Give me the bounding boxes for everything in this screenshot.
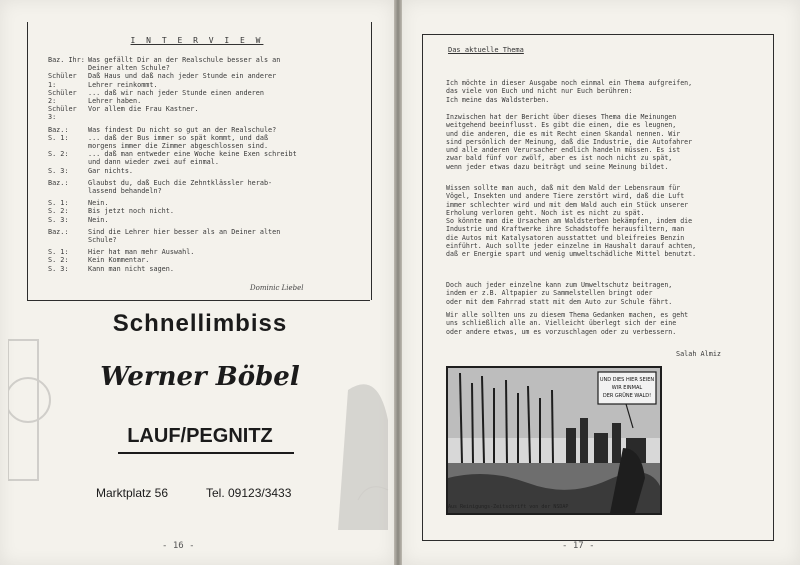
speaker: Baz.: — [48, 227, 69, 236]
dialog-line — [48, 89, 358, 105]
utterance: Vor allem die Frau Kastner. — [88, 105, 199, 114]
dialog-line — [48, 216, 358, 224]
speaker: Schüler 1: — [48, 72, 77, 89]
dialog-line — [48, 56, 358, 72]
utterance: Kein Kommentar. — [88, 256, 150, 265]
article-author: Salah Almiz — [676, 350, 722, 358]
article-paragraph: Wissen sollte man auch, daß mit dem Wald der Lebensraum für Vögel, Insekten und andere Tiere zerstört wird, daß die Luft immer schlechter wird und mit dem Wald auch ein Stück unserer Erholung verloren geht. Noch ist es nicht zu spät. So könnte man die Ursachen am Waldsterben bekämpfen, indem die Industrie und Kraftwerke ihre Schadstoffe herausfiltern, man die Autos mit Katalysatoren ausstattet und bleifreies Benzin einführt. Auch sollte jeder einzelne im Haushalt darauf achten, daß er Energie spart und wenig umweltschädliche Mittel benutzt. — [446, 184, 697, 259]
utterance: ... daß der Bus immer so spät kommt, und daß morgens immer die Zimmer abgeschlossen sind. — [88, 133, 269, 151]
dialog-line — [48, 72, 358, 88]
cartoon-speech-line-3: DER GRÜNE WALD! — [602, 393, 652, 399]
cartoon-caption: Aus Reinigungs-Zeitschrift von der NSDAP — [448, 504, 569, 510]
speaker: S. 3: — [48, 166, 69, 175]
dialog-line — [48, 265, 358, 273]
dialog-line — [48, 179, 358, 195]
article-title: Das aktuelle Thema — [448, 46, 524, 54]
speaker: S. 2: — [48, 256, 69, 265]
interview-title: I N T E R V I E W — [130, 36, 264, 45]
ad-city-underline — [118, 452, 294, 454]
utterance: Daß Haus und daß nach jeder Stunde ein anderer Lehrer reinkommt. — [88, 72, 277, 89]
speaker: S. 1: — [48, 199, 69, 208]
utterance: Glaubst du, daß Euch die Zehntklässler herab- lassend behandeln? — [88, 178, 273, 196]
article-paragraph: Ich möchte in dieser Ausgabe noch einmal ein Thema aufgreifen, das viele von Euch und nicht nur Euch berühren: Ich meine das Waldsterben. — [446, 79, 693, 104]
page-number-left: - 16 - — [162, 541, 195, 551]
dialog-line — [48, 126, 358, 134]
ad-owner-name: Werner Böbel — [100, 362, 300, 392]
speaker: S. 1: — [48, 133, 69, 142]
utterance: Was gefällt Dir an der Realschule besser als an Deiner alten Schule? — [88, 56, 281, 73]
advertisement — [40, 300, 360, 540]
cartoon-speech-line-1: UND DIES HIER SEIEN — [599, 377, 655, 383]
speaker: Schüler 2: — [48, 88, 77, 106]
cartoon-speech-line-2: WIR EINMAL — [611, 385, 643, 391]
ad-address: Marktplatz 56 — [96, 486, 169, 500]
article-paragraph: Inzwischen hat der Bericht über dieses Thema die Meinungen weitgehend beeinflusst. Es gibt die einen, die es leugnen, und die anderen, die es mit Recht einen Skandal nennen. Wir sind persönlich der Meinung, daß die Industrie, die Autofahrer und alle anderen Verursacher endlich handeln müssen. Es ist zwar bald fünf vor zwölf, aber es ist noch nicht zu spät, wenn jeder etwas dazu beiträgt und seine Meinung bildet. — [446, 113, 693, 171]
speaker: S. 1: — [48, 248, 69, 257]
dialog-line — [48, 256, 358, 264]
utterance: Nein. — [88, 199, 109, 208]
ad-phone: Tel. 09123/3433 — [206, 486, 292, 500]
forest-cartoon — [446, 366, 662, 515]
utterance: ... daß wir nach jeder Stunde einen anderen Lehrer haben. — [88, 88, 264, 106]
forest-cartoon-drawing — [448, 368, 660, 513]
dialog-line — [48, 248, 358, 256]
article-paragraph: Doch auch jeder einzelne kann zum Umweltschutz beitragen, indem er z.B. Altpapier zu Sammelstellen bringt oder oder mit dem Fahrrad statt mit dem Auto zur Schule fährt. — [446, 281, 673, 306]
speaker: S. 2: — [48, 207, 69, 216]
page-number-right: - 17 - — [562, 541, 595, 551]
dialog-line — [48, 150, 358, 166]
dialog-line — [48, 105, 358, 121]
utterance: Sind die Lehrer hier besser als an Deiner alten Schule? — [88, 227, 281, 245]
speaker: S. 3: — [48, 215, 69, 224]
speaker: Baz. Ihr: — [48, 56, 85, 64]
utterance: Gar nichts. — [88, 166, 134, 175]
dialog-line — [48, 167, 358, 175]
utterance: Hier hat man mehr Auswahl. — [88, 248, 195, 257]
utterance: Bis jetzt noch nicht. — [88, 207, 174, 216]
interview-signature: Dominic Liebel — [250, 284, 304, 292]
utterance: Nein. — [88, 215, 109, 224]
interview-dialog — [48, 56, 358, 273]
dialog-line — [48, 228, 358, 244]
utterance: Kann man nicht sagen. — [88, 264, 174, 273]
speaker: S. 2: — [48, 150, 69, 159]
book-gutter — [394, 0, 402, 565]
dialog-line — [48, 134, 358, 150]
utterance: ... daß man entweder eine Woche keine Exen schreibt und dann wieder zwei auf einmal. — [88, 150, 297, 167]
speaker: Baz.: — [48, 178, 69, 187]
ad-city: LAUF/PEGNITZ — [127, 425, 273, 447]
article-paragraph: Wir alle sollten uns zu diesem Thema Gedanken machen, es geht uns schließlich alle an. Vielleicht überlegt sich der eine oder andere etwas, um es vorzuschlagen oder zu verbessern. — [446, 311, 689, 336]
speaker: Baz.: — [48, 125, 69, 134]
ad-title: Schnellimbiss — [112, 310, 288, 337]
utterance: Was findest Du nicht so gut an der Realschule? — [88, 125, 277, 134]
dialog-line — [48, 199, 358, 207]
dialog-line — [48, 207, 358, 215]
speaker: Schüler 3: — [48, 105, 77, 122]
speaker: S. 3: — [48, 264, 69, 273]
